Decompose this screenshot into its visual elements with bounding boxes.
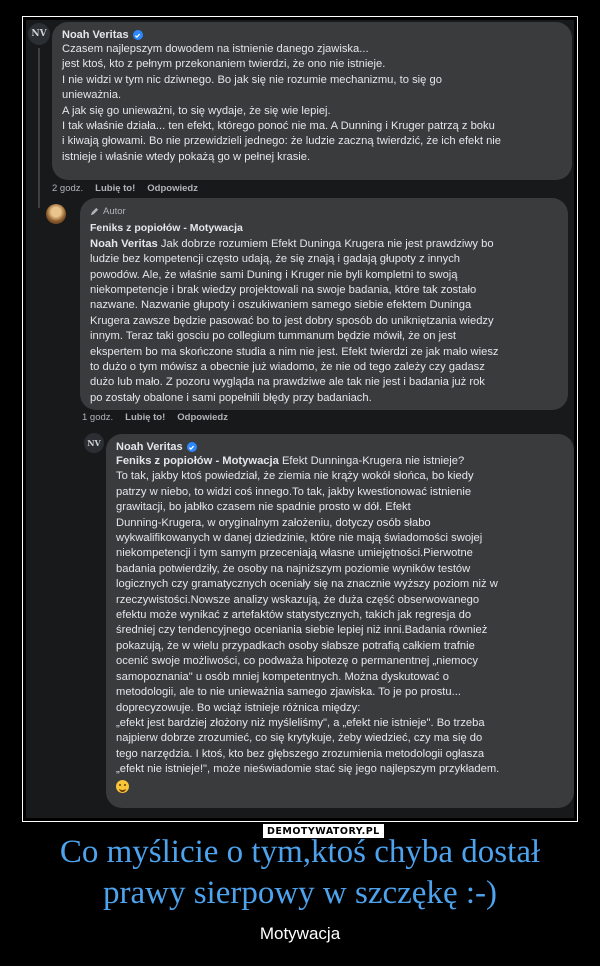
comment-first-line: Noah Veritas Jak dobrze rozumiem Efekt Duninga Krugera nie jest prawdziwy bo (90, 237, 494, 250)
comment-line: „efekt jest bardziej złożony niż myśleliśmy", a „efekt nie istnieje". Bo trzeba (116, 716, 485, 729)
comment-line: ludzie bez kompetencji często udają, że się znają i gadają głupoty z innych (90, 253, 461, 266)
comment-author-row (62, 28, 562, 42)
demotivator-frame (22, 16, 578, 837)
avatar[interactable] (46, 204, 66, 224)
comment-line: innym. Teraz taki gosciu po collegium tummanum będzie mówił, że on jest (90, 330, 457, 343)
comment-line: wykwalifikowanych w danej dziedzinie, które nie mają świadomości swojej (116, 532, 483, 545)
comment-line: po zostały obalone i sami popełnili błędy przy badaniach. (90, 391, 372, 404)
comment-line: najpierw dobrze zrozumieć, co się krytykuje, żeby wiedzieć, czy ma się do (116, 732, 483, 745)
comment-bubble (106, 434, 574, 808)
comment-line: „efekt nie istnieje!", może nieświadomie stać się jego najlepszym przykładem. (116, 763, 500, 776)
avatar[interactable]: NV (28, 23, 50, 45)
screenshot-panel (26, 20, 574, 837)
author-badge: Autor (90, 204, 558, 219)
comment-line: I tak właśnie działa... ten efekt, którego ponoć nie ma. A Dunning i Kruger patrzą z boku (62, 120, 495, 133)
comment-line: i kiwają głowami. Bo nie przewidzieli jednego: że ludzie zaczną twierdzić, że ich efekt nie (62, 135, 502, 148)
reply-button[interactable]: Odpowiedz (177, 412, 228, 423)
comment-text (90, 252, 558, 406)
comment-line: tego narzędzia. I ktoś, kto bez głębszego zrozumienia metodologii ogłasza (116, 747, 485, 760)
comment-actions (82, 412, 228, 423)
comment-first-line: Feniks z popiołów - Motywacja Efekt Dunninga-Krugera nie istnieje? (116, 455, 465, 467)
comment-timestamp[interactable]: 2 godz. (52, 183, 84, 194)
comment-author-name[interactable]: Noah Veritas (116, 441, 183, 453)
comment-text (62, 42, 562, 165)
comment-bubble (80, 198, 568, 410)
comment-line: A jak się go unieważni, to się wydaje, że się wie lepiej. (62, 104, 331, 117)
comment-line: średniej czy tendencyjnego oceniania siebie lepiej niż inni.Badania również (116, 624, 488, 637)
thread-line (38, 48, 40, 208)
comment-text (116, 469, 564, 777)
comment-line: Czasem najlepszym dowodem na istnienie danego zjawiska... (62, 43, 369, 55)
comment-line: doprecyzowuje. Bo wciąż istnieje różnica między: (116, 701, 361, 714)
comment-line: dużo lub mało. Z pozoru wyglądа na prawdziwe ale tak nie jest i badania już rok (90, 376, 485, 389)
verified-badge-icon (187, 442, 197, 452)
comment-line: istnieje i właśnie wtedy pokażą go w pełnej krasie. (62, 150, 311, 163)
comment-line: pokazują, że w wielu przypadkach osoby słabsze potrafią całkiem trafnie (116, 639, 475, 652)
comment-author-name[interactable]: Feniks z popiołów - Motywacja (90, 222, 243, 235)
comment-line: efektu może wynikać z artefaktów statystycznych, takich jak regresja do (116, 609, 472, 622)
smiley-emoji-icon (116, 780, 129, 793)
comment-line: grawitacji, bo jabłko czasem nie spadnie prosto w dół. Efekt (116, 501, 411, 514)
comment-bubble (52, 22, 572, 180)
mention-link[interactable]: Feniks z popiołów - Motywacja (116, 455, 279, 467)
comment-line: Dunning-Krugera, w oryginalnym założeniu, dotyczy osób słabo (116, 516, 431, 529)
title-line: Co myślicie o tym,ktoś chyba dostał (59, 834, 541, 870)
comment-line: logicznych czy gramatycznych oceniały się na znacznie wyższy poziom niż w (116, 578, 498, 591)
verified-badge-icon (133, 30, 143, 40)
comment-line: badania potwierdziły, że osoby na najniższym poziomie wyników testów (116, 562, 471, 575)
comment-line: samopoznania" u osób mniej kompetentnych. Można dyskutować o (116, 670, 449, 683)
page-title (0, 832, 600, 914)
comment-line: I nie widzi w tym nic dziwnego. Bo jak się nie rozumie mechanizmu, to się go (62, 73, 442, 86)
avatar[interactable]: NV (84, 433, 104, 453)
comment-line: jest ktoś, kto z pełnym przekonaniem twierdzi, że ono nie istnieje. (62, 58, 386, 71)
title-line: prawy sierpowy w szczękę :-) (102, 875, 497, 911)
like-button[interactable]: Lubię to! (95, 183, 136, 194)
mention-link[interactable]: Noah Veritas (90, 237, 158, 250)
comment-line: to dużo o tym mówisz a obecnie już wiadomo, że nie od tego zależy czy gadasz (90, 361, 485, 374)
comment-line: metodologii, ale to nie unieważnia samego zjawiska. To je po prostu... (116, 686, 461, 699)
comment-line: ekspertem bo ma skończone studia a nim nie jest. Efekt twierdzi ze jak mało wiesz (90, 345, 499, 358)
comment-line: unieważnia. (62, 89, 122, 102)
like-button[interactable]: Lubię to! (125, 412, 166, 423)
comment-actions (52, 183, 198, 194)
comment-line: powodów. Ale, że właśnie sami Duning i Kruger nie byli kompletni to swoją (90, 268, 458, 281)
comment-line: nazwane. Nazwanie głupoty i oszukiwaniem samego siebie efektem Duninga (90, 299, 472, 312)
comment-line: To tak, jakby ktoś powiedział, że ziemia nie krąży wokół słońca, bo kiedy (116, 470, 474, 483)
comment-timestamp[interactable]: 1 godz. (82, 412, 114, 423)
comment-line: niekompetencje i brak wiedzy projektowali na swoje badania, które tak zostało (90, 284, 477, 297)
watermark: DEMOTYWATORY.PL (263, 824, 384, 838)
page-subtitle: Motywacja (259, 924, 341, 943)
reply-button[interactable]: Odpowiedz (147, 183, 198, 194)
comment-line: patrzy w niebo, to widzi coś innego.To tak, jakby kwestionować istnienie (116, 485, 472, 498)
pen-icon (90, 207, 99, 216)
comment-author-row (116, 440, 564, 454)
comment-line: niekompetencji i tym samym przeceniają własne umiejętności.Pierwotne (116, 547, 473, 560)
comment-line: Krugera zawsze będzie pasować bo to jest dobry sposób do unikniętzania wiedzy (90, 314, 494, 327)
comment-author-name[interactable]: Noah Veritas (62, 29, 129, 41)
comment-line: ocenić swoje możliwości, co podważa hipotezę o permanentnej „niemocy (116, 655, 478, 668)
comment-line: rzeczywistości.Nowsze analizy wskazują, że duża część obserwowanego (116, 593, 480, 606)
